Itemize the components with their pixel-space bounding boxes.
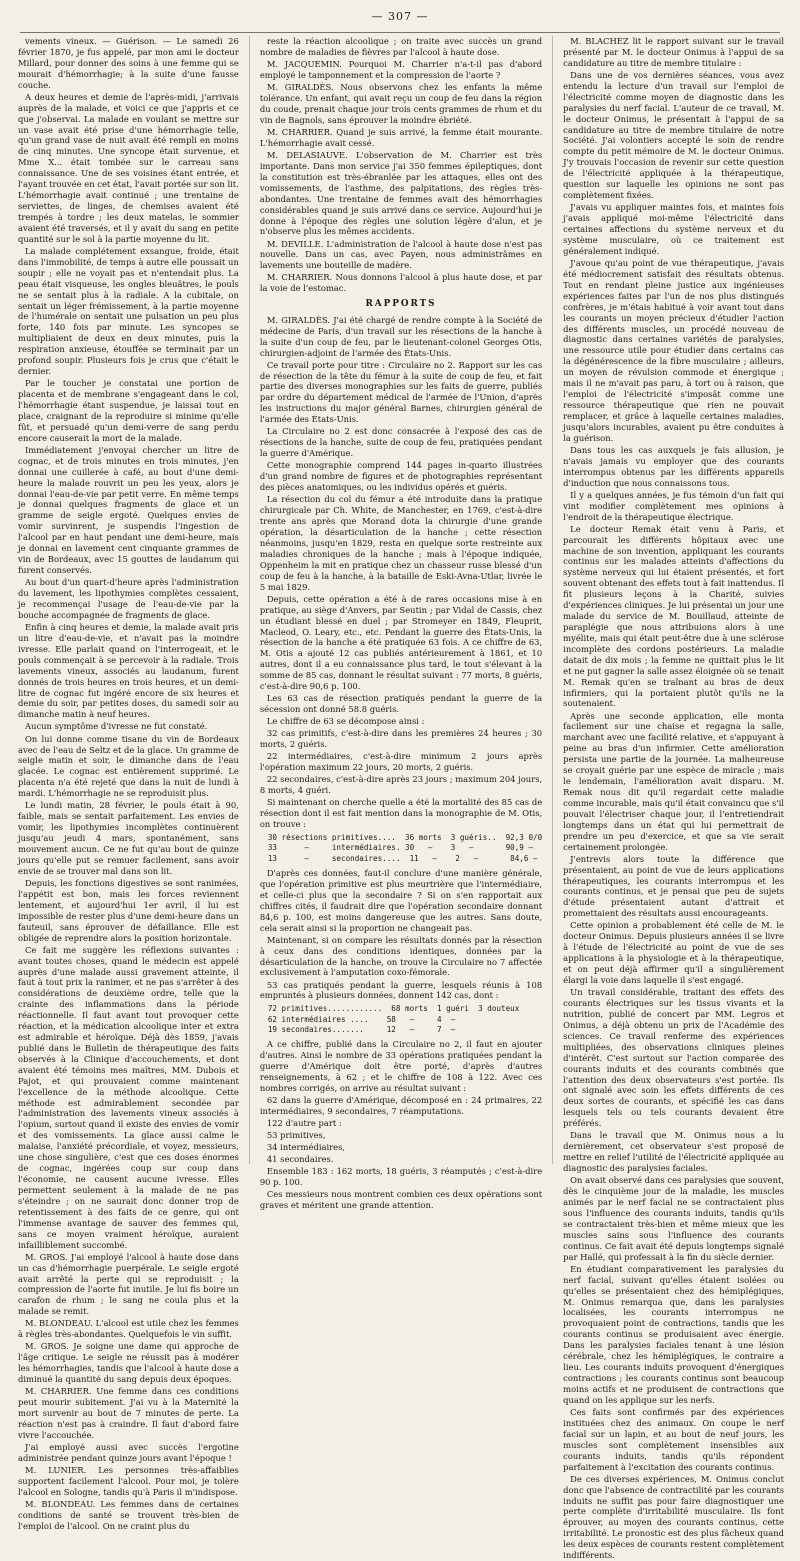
paragraph: M. DELASIAUVE. L'observation de M. Charrier est très importante. Dans mon service j'ai 350 femmes épileptiques, dont la constitution est très-ébranlée par les attaques, elles ont des vomissements, de l'asthme, des palpitations, des règles très-abondantes. Une trentaine de femmes avait des hémorrhagies considérables quand je suis arrivé dans ce service. Aujourd'hui je donne à l'époque des règles une solution légère d'alun, et je n'observe plus les mêmes accidents. [259, 149, 543, 237]
paragraph: M. CHARRIER. Quand je suis arrivé, la femme était mourante. L'hémorrhagie avait cessé. [259, 126, 543, 148]
paragraph: Enfin à cinq heures et demie, la malade avait pris un litre d'eau-de-vie, et n'avait pas la moindre ivresse. Elle parlait quand on l'interrogeait, et le pouls commençait à se percevoir à la radiale. Trois lavements vineux, associés au laudanum, furent donnés de trois heures en trois heures, et un demi-litre de cognac fut ingéré encore de six heures et demie du soir, par petites doses, du samedi soir au dimanche matin à neuf heures. [18, 621, 239, 720]
paragraph: La malade complétement exsangue, froide, était dans l'immobilité, de temps à autre elle poussait un soupir ; elle ne voyait pas et n'entendait plus. La peau était visqueuse, les ongles bleuâtres, le pouls ne se sentait plus à la radiale. A la cubitale, on sentait un léger frémissement, à la partie moyenne de l'humérale on sentait une pulsation un peu plus forte, 140 fois par minute. Les syncopes se multipliaient de deux en deux minutes, puis la respiration anxieuse, étouffée se terminait par un profond soupir. Plusieurs fois je crus que c'était le dernier. [18, 245, 239, 377]
table-row: 72 primitives............ 68 morts 1 guéri 3 douteux [267, 1004, 520, 1014]
paragraph: M. CHARRIER. Une femme dans ces conditions peut mourir subitement. J'ai vu à la Maternité la mort survenir au bout de 7 minutes de perte. La réaction n'est pas à craindre. Il faut d'abord faire vivre l'accouchée. [18, 1386, 239, 1440]
mortality-table-resections [268, 833, 542, 864]
paragraph: Ce fait me suggère les réflexions suivantes : avant toutes choses, quand le médecin est appelé auprès d'une malade aussi gravement atteinte, il faut à tout prix la ranimer, et ne pas s'arrêter à des considérations de deuxième ordre, telle que la crainte des inflammations dans la période réactionnelle. Il faut avant tout provoquer cette réaction, et la médication alcoolique inter et extra est admirable et héroïque. Déjà dès 1859, j'avais publié dans le Bulletin de thérapeutique des faits observés à la Clinique d'accouchements, et dont avaient été témoins mes maîtres, MM. Dubois et Pajot, et qui prouvaient comme maintenant l'excellence de la méthode alcoolique. Cette méthode est admirablement secondée par l'administration des lavements vineux associés à l'opium, surtout quand il existe des envies de vomir et des vomissements. La glace aussi calme le malaise, l'anxiété précordiale, et voyez, messieurs, une chose singulière, c'est que ces doses énormes de cognac, ingérées coup sur coup dans l'économie, ne causent aucune ivresse. Elles permettent seulement à la malade de ne pas s'éteindre ; on ne saurait donc donner trop de retentissement à des faits de ce genre, qui ont l'immense avantage de sauver des femmes qui, sans ce moyen vraiment héroïque, auraient infailliblement succombé. [18, 944, 239, 1250]
paragraph: M. CHARRIER. Nous donnons l'alcool à plus haute dose, et par la voie de l'estomac. [259, 272, 543, 294]
paragraph: Les 63 cas de résection pratiqués pendant la guerre de la sécession ont donné 58.8 guéris. [259, 693, 543, 715]
table-row: 30 résections primitives.... 36 morts 3 guéris.. 92,3 0/0 [267, 833, 543, 843]
paragraph: 62 dans la guerre d'Amérique, décomposé en : 24 primaires, 22 intermédiaires, 9 secondaires, 7 réamputations. [259, 1094, 543, 1116]
table-row: 13 — secondaires.... 11 — 2 — 84,6 — [267, 853, 538, 863]
column-right [563, 36, 784, 1561]
section-title-rapports: RAPPORTS [365, 299, 437, 310]
paragraph: On avait observé dans ces paralysies que souvent, dès le cinquième jour de la maladie, les muscles animés par le nerf facial ne se contractaient plus sous l'influence des courants induits, tandis qu'ils se contractaient très-bien et même mieux que les muscles sains sous l'influence des courants continus. Ce fait avait été depuis longtemps signalé par Hallé, qui professait à la fin du siècle dernier. [563, 1175, 784, 1262]
paragraph: M. LUNIER. Les personnes très-affaiblies supportent facilement l'alcool. Pour moi, je tolère l'alcool en Sologne, tandis qu'à Paris il m'indispose. [18, 1465, 239, 1497]
paragraph: reste la réaction alcoolique ; on traite avec succès un grand nombre de maladies de fièvres par l'alcool à haute dose. [259, 36, 543, 57]
paragraph: Immédiatement j'envoyai chercher un litre de cognac, et de trois minutes en trois minutes, j'en donnai une cuillerée à café, au bout d'une demi-heure la malade rouvrit un peu les yeux, alors je donnai l'eau-de-vie par petit verre. En même temps je donnai quelques fragments de glace et un gramme de seigle ergoté. Quelques envies de vomir survinrent, je suspendis l'ingestion de l'alcool par en haut pendant une demi-heure, mais je donnai en lavement cent cinquante grammes de vin de Bordeaux, avec 15 gouttes de laudanum qui furent conservés. [18, 444, 239, 575]
paragraph: M. GIRALDÈS. J'ai été chargé de rendre compte à la Société de médecine de Paris, d'un travail sur les résections de la hanche à la suite d'un coup de feu, par le lieutenant-colonel Georges Otis, chirurgien-adjoint de l'armée des États-Unis. [259, 314, 543, 358]
paragraph: La résection du col du fémur a été introduite dans la pratique chirurgicale par Ch. White, de Manchester, en 1769, c'est-à-dire trente ans après que Morand dota la chirurgie d'une grande opération, la désarticulation de la hanche ; cette résection néanmoins, jusqu'en 1829, resta en quelque sorte restreinte aux maladies chroniques de la hanche ; mais à l'époque indiquée, Oppenheim la mit en pratique chez un chasseur russe blessé d'un coup de feu à la hanche, à la bataille de Eski-Avna-Utlar, livrée le 5 mai 1829. [259, 494, 543, 592]
paragraph: 53 primitives, [266, 1130, 326, 1141]
paragraph: 53 cas pratiqués pendant la guerre, lesquels réunis à 108 empruntés à plusieurs données, donnent 142 cas, dont : [259, 979, 543, 1001]
paragraph: Depuis, cette opération a été à de rares occasions mise à en pratique, au siège d'Anvers, par Seutin ; par Vidal de Cassis, chez un étudiant blessé en duel ; par Stromeyer en 1849, Fleuprit, Macleod, O. Leary, etc., etc. Pendant la guerre des États-Unis, la résection de la hanche a été pratiquée 63 fois. A ce chiffre de 63, M. Otis a ajouté 12 cas publiés antérieurement à 1861, et 10 autres, dont il a eu connaissance plus tard, le tout s'élevant à la somme de 85 cas, donnant le résultat suivant : 77 morts, 8 guéris, c'est-à-dire 90,6 p. 100. [259, 593, 543, 692]
paragraph: 32 cas primitifs, c'est-à-dire dans les premières 24 heures ; 30 morts, 2 guéris. [259, 728, 543, 750]
paragraph: Le lundi matin, 28 février, le pouls était à 90, faible, mais se sentait parfaitement. Les envies de vomir, les lipothymies incomplètes continuèrent jusqu'au jeudi 4 mars, spontanément, sans mouvement aucun. Ce ne fut qu'au bout de quinze jours qu'elle put se remuer facilement, sans avoir envie de se trouver mal dans son lit. [18, 800, 239, 876]
mortality-table-disarticulations [268, 1004, 542, 1035]
paragraph: M. BLONDEAU. L'alcool est utile chez les femmes à règles très-abondantes. Quelquefois le vin suffit. [18, 1318, 239, 1340]
paragraph: J'avoue qu'au point de vue thérapeutique, j'avais été médiocrement satisfait des résultats obtenus. Tout en rendant pleine justice aux ingénieuses expériences faites par l'un de nos plus distingués confrères, je m'étais habitué à voir avant tout dans les courants un moyen précieux d'étudier l'action des différents muscles, un procédé nouveau de diagnostic dans certaines variétés de paralysies, une ressource utile pour étudier dans certains cas la dégénérescence de la fibre musculaire ; ailleurs, un moyen de révulsion commode et énergique ; mais il ne m'avait pas paru, à tort ou à raison, que l'emploi de l'électricité s'imposât comme une ressource thérapeutique que rien ne pouvait remplacer, et grâce à laquelle certaines maladies, jusqu'alors incurables, avaient pu être conduites à la guérison. [563, 258, 784, 443]
paragraph: Dans une de vos dernières séances, vous avez entendu la lecture d'un travail sur l'emploi de l'électricité comme moyen de diagnostic dans les paralysies du nerf facial. L'auteur de ce travail, M. le docteur Onimus, le présentait à l'appui de sa candidature au titre de membre titulaire de notre Société. J'ai volontiers accepté le soin de rendre compte du petit mémoire de M. le docteur Onimus. J'y trouvais l'occasion de revenir sur cette question de l'électricité appliquée à la thérapeutique, question sur laquelle les opinions ne sont pas complètement fixées. [563, 69, 784, 201]
paragraph: M. JACQUEMIN. Pourquoi M. Charrier n'a-t-il pas d'abord employé le tamponnement et la compression de l'aorte ? [259, 59, 543, 80]
paragraph: Un travail considérable, traitant des effets des courants électriques sur les tissus vivants et la nutrition, publié de concert par MM. Legros et Onimus, a déjà obtenu un prix de l'Académie des sciences. Ce travail renferme des expériences multipliées, des observations cliniques pleines d'intérêt. C'est surtout sur l'action comparée des courants induits et des courants combinés que l'attention des deux observateurs s'est portée. Ils ont signalé avec soin les effets différents de ces deux sortes de courants, et spécifié les cas dans lesquels tels ou tels courants devaient être préférés. [563, 987, 784, 1129]
text-columns [18, 36, 784, 1561]
table-row: 33 — intermédiaires. 30 — 3 — 90,9 — [267, 843, 534, 853]
paragraph: J'avais vu appliquer maintes fois, et maintes fois j'avais appliqué moi-même l'électricité dans certaines affections du système nerveux et du système musculaire, où ce traitement est généralement indiqué. [563, 202, 784, 256]
paragraph: A deux heures et demie de l'après-midi, j'arrivais auprès de la malade, et voici ce que j'appris et ce que j'observai. La malade en voulant se mettre sur un vase avait été prise d'une hémorrhagie telle, qu'un grand vase de nuit avait été rempli en moins de cinq minutes. Une syncope était survenue, et Mme X... était tombée sur le carreau sans connaissance. Une de ses voisines étant entrée, et l'ayant trouvée en cet état, l'avait portée sur son lit. L'hémorrhagie avait continué ; une trentaine de serviettes, de linges, de chemises avaient été trempés à tordre ; les deux matelas, le sommier avaient été traversés, et il y avait du sang en petite quantité sur le sol à la partie moyenne du lit. [18, 91, 239, 244]
column-middle [259, 36, 543, 1211]
paragraph: En étudiant comparativement les paralysies du nerf facial, suivant qu'elles étaient isolées ou qu'elles se présentaient chez des hémiplégiques, M. Onimus remarqua que, dans les paralysies localisées, les courants interrompus ne provoquaient point de contractions, tandis que les courants continus se produisaient avec énergie. Dans les paralysies faciales tenant à une lésion cérébrale, chez les hémiplégiques, le contraire a lieu. Les courants induits provoquent d'énergiques contractions ; les courants continus sont beaucoup moins actifs et ne produisent de contractions que quand on les applique sur les nerfs. [563, 1263, 784, 1405]
paragraph: Au bout d'un quart-d'heure après l'administration du lavement, les lipothymies complètes cessaient, je recommençai l'usage de l'eau-de-vie par la bouche accompagnée de fragments de glace. [18, 577, 239, 620]
page-number: — 307 — [371, 10, 429, 23]
paragraph: M. GROS. J'ai employé l'alcool à haute dose dans un cas d'hémorrhagie puerpérale. Le seigle ergoté avait arrêté la perte qui se reproduisit ; la compression de l'aorte fut inutile. Je lui fis boire un carafon de rhum ; le sang ne coula plus et la malade se remit. [18, 1251, 239, 1317]
paragraph: Après une seconde application, elle monta facilement sur une chaise et regagna la salle, marchant avec une facilité relative, et s'appuyant à peine au bras d'un infirmier. Cette amélioration persista une partie de la journée. La malheureuse se croyait guérie par une espèce de miracle ; mais le lendemain, l'amélioration avait disparu. M. Remak nous dit qu'il regardait cette maladie comme incurable, mais qu'il était convaincu que s'il pouvait l'électriser chaque jour, il l'entretiendrait longtemps dans un état qui lui permettrait de prendre un peu d'exercice, et que sa vie serait certainement prolongée. [563, 710, 784, 852]
paragraph: Il y a quelques années, je fus témoin d'un fait qui vint modifier complètement mes opinions à l'endroit de la thérapeutique électrique. [563, 489, 784, 522]
paragraph: 41 secondaires. [266, 1154, 334, 1165]
paragraph: De ces diverses expériences, M. Onimus conclut donc que l'absence de contractilité par les courants induits ne suffit pas pour faire diagnostiquer une perte complète d'irritabilité musculaire. Ils font éprouver, au moyen des courants continus, cette irritabilité. Le pronostic est des plus fâcheux quand les deux espèces de courants restent complètement indifférents. [563, 1473, 784, 1561]
paragraph: vements vineux. — Guérison. — Le samedi 26 février 1870, je fus appelé, par mon ami le docteur Millard, pour donner des soins à une femme qui se mourait d'hémorrhagie; à la suite d'une fausse couche. [18, 36, 239, 90]
paragraph: Ce travail porte pour titre : Circulaire no 2. Rapport sur les cas de résection de la tête du fémur à la suite de coup de feu, et fait partie des diverses monographies sur les faits de guerre, publiés par ordre du département médical de l'armée de l'Union, d'après les instructions du major général Barnes, chirurgien général de l'armée des États-Unis. [259, 359, 543, 425]
paragraph: 22 secondaires, c'est-à-dire après 23 jours ; maximum 204 jours, 8 morts, 4 guéri. [259, 774, 543, 796]
paragraph: Maintenant, si on compare les résultats donnés par la résection à ceux dans des conditions identiques, données par la désarticulation de la hanche, on trouve la Circulaire no 7 affectée exclusivement à l'amputation coxo-fémorale. [259, 934, 543, 978]
paragraph: D'après ces données, faut-il conclure d'une manière générale, que l'opération primitive est plus meurtrière que l'intermédiaire, et celle-ci plus que la secondaire ? Si on s'en rapportait aux chiffres cités, il faudrait dire que l'opération secondaire donnant 84,6 p. 100, est moins dangereuse que les autres. Sans doute, cela serait ainsi si la proportion ne changeait pas. [259, 867, 543, 933]
paragraph: M. BLONDEAU. Les femmes dans de certaines conditions de santé se trouvent très-bien de l'emploi de l'alcool. On ne craint plus du [18, 1499, 239, 1531]
paragraph: Dans le travail que M. Onimus nous a lu dernièrement, cet observateur s'est proposé de mettre en relief l'utilité de l'électricité appliquée au diagnostic des paralysies faciales. [563, 1130, 784, 1174]
header-rule [20, 32, 780, 33]
paragraph: M. DEVILLE. L'administration de l'alcool à haute dose n'est pas nouvelle. Dans un cas, avec Payen, nous administrâmes en lavements une bouteille de madère. [259, 238, 543, 271]
paragraph: Ces faits sont confirmés par des expériences instituées chez des animaux. On coupe le nerf facial sur un lapin, et au bout de neuf jours, les muscles sont complètement insensibles aux courants induits, tandis qu'ils répondent parfaitement à l'excitation des courants continus. [563, 1406, 784, 1472]
paragraph: J'ai employé aussi avec succès l'ergotine administrée pendant quinze jours avant l'époque ! [18, 1442, 239, 1463]
column-left [18, 36, 239, 1531]
paragraph: M. GIRALDÈS. Nous observons chez les enfants la même tolérance. Un enfant, qui avait reçu un coup de feu dans la région du coude, prenait chaque jour trois cents grammes de rhum et du vin de Bagnols, sans éprouver la moindre ébriété. [259, 82, 543, 125]
paragraph: Aucun symptôme d'ivresse ne fut constaté. [25, 721, 208, 732]
table-row: 19 secondaires....... 12 — 7 — [267, 1024, 456, 1034]
paragraph: A ce chiffre, publié dans la Circulaire no 2, il faut en ajouter d'autres. Ainsi le nombre de 33 opérations pratiquées pendant la guerre d'Amérique doit être porté, d'après d'autres renseignements, à 62 ; et le chiffre de 108 à 122. Avec ces nombres corrigés, on arrive au résultat suivant : [259, 1039, 543, 1093]
column-divider [552, 36, 553, 1164]
paragraph: Si maintenant on cherche quelle a été la mortalité des 85 cas de résection dont il est fait mention dans la monographie de M. Otis, on trouve : [259, 797, 543, 830]
table-row: 62 intermédiaires .... 58 — 4 — [267, 1014, 456, 1024]
paragraph: Dans tous les cas auxquels je fais allusion, je n'avais jamais vu employer que des courants interrompus obtenus par les différents appareils d'induction que nous connaissons tous. [563, 444, 784, 488]
paragraph: 22 intermédiaires, c'est-à-dire minimum 2 jours après l'opération maximum 22 jours, 20 morts, 2 guéris. [259, 751, 543, 773]
paragraph: Ces messieurs nous montrent combien ces deux opérations sont graves et méritent une grande attention. [259, 1189, 543, 1211]
paragraph: M. BLACHEZ lit le rapport suivant sur le travail présenté par M. le docteur Onimus à l'appui de sa candidature au titre de membre titulaire : [563, 36, 784, 68]
paragraph: Cette monographie comprend 144 pages in-quarto illustrées d'un grand nombre de figures et de photographies représentant des pièces anatomiques, ou les individus opérés et guéris. [259, 460, 543, 493]
paragraph: Par le toucher je constatai une portion de placenta et de membrane s'engageant dans le col, l'hémorrhagie étant suspendue, je laissai tout en place, craignant de la reproduire si minime qu'elle fût, et persuadé qu'un demi-verre de sang perdu encore causerait la mort de la malade. [18, 378, 239, 443]
paragraph: M. GROS. Je soigne une dame qui approche de l'âge critique. Le seigle ne réussit pas à modérer les hémorrhagies, tandis que l'alcool à haute dose a diminué la quantité du sang depuis deux époques. [18, 1341, 239, 1385]
paragraph: Depuis, les fonctions digestives se sont ranimées, l'appétit est bon, mais les forces reviennent lentement, et aujourd'hui 1er avril, il lui est impossible de rester plus d'une demi-heure dans un fauteuil, sans éprouver de défaillance. Elle est obligée de reprendre alors la position horizontale. [18, 877, 239, 943]
page-header [0, 10, 800, 32]
paragraph: J'entrevis alors toute la différence que présentaient, au point de vue de leurs applications thérapeutiques, les courants interrompus et les courants continus, et je pensai que peu de sujets d'étude présentaient autant d'attrait et promettaient des résultats aussi encourageants. [563, 853, 784, 919]
paragraph: Le docteur Remak était venu à Paris, et parcourait les différents hôpitaux avec une machine de son invention, appliquant les courants continus sur les malades atteints d'affections du système nerveux qui lui étaient présentés, et fort souvent obtenant des effets tout à fait inattendus. Il fit plusieurs leçons à la Charité, suivies d'expériences cliniques. Je lui présentai un jour une malade du service de M. Bouillaud, atteinte de paraplégie que nous attribuions alors à une myélite, mais qui était peut-être due à une sclérose incomplète des cordons postérieurs. La maladie datait de dix mois ; la femme ne quittait plus le lit et ne put gagner la salle assez éloignée où se tenait M. Remak qu'en se traînant au bras de deux infirmiers, qui la portaient plutôt qu'ils ne la soutenaient. [563, 523, 784, 709]
paragraph: Le chiffre de 63 se décompose ainsi : [266, 716, 425, 727]
paragraph: Cette opinion a probablement été celle de M. le docteur Onimus. Depuis plusieurs années il se livre à l'étude de l'électricité au point de vue de ses applications à la physiologie et à la thérapeutique, et on peut déjà affirmer qu'il a singulièrement élargi la voie dans laquelle il s'est engagé. [563, 920, 784, 986]
paragraph: 122 d'autre part : [266, 1117, 342, 1128]
column-divider [249, 36, 250, 1164]
paragraph: La Circulaire no 2 est donc consacrée à l'exposé des cas de résections de la hanche, suite de coup de feu, pratiquées pendant la guerre d'Amérique. [259, 426, 543, 459]
paragraph: Ensemble 183 : 162 morts, 18 guéris, 3 réamputés ; c'est-à-dire 90 p. 100. [259, 1166, 543, 1188]
paragraph: 34 intermédiaires, [266, 1142, 346, 1153]
paragraph: On lui donne comme tisane du vin de Bordeaux avec de l'eau de Seltz et de la glace. Un gramme de seigle matin et soir, le dimanche dans de l'eau glacée. Le cognac est entièrement supprimé. Le placenta n'a été rejeté que dans la nuit de lundi à mardi. L'hémorrhagie ne se reproduisit plus. [18, 733, 239, 799]
